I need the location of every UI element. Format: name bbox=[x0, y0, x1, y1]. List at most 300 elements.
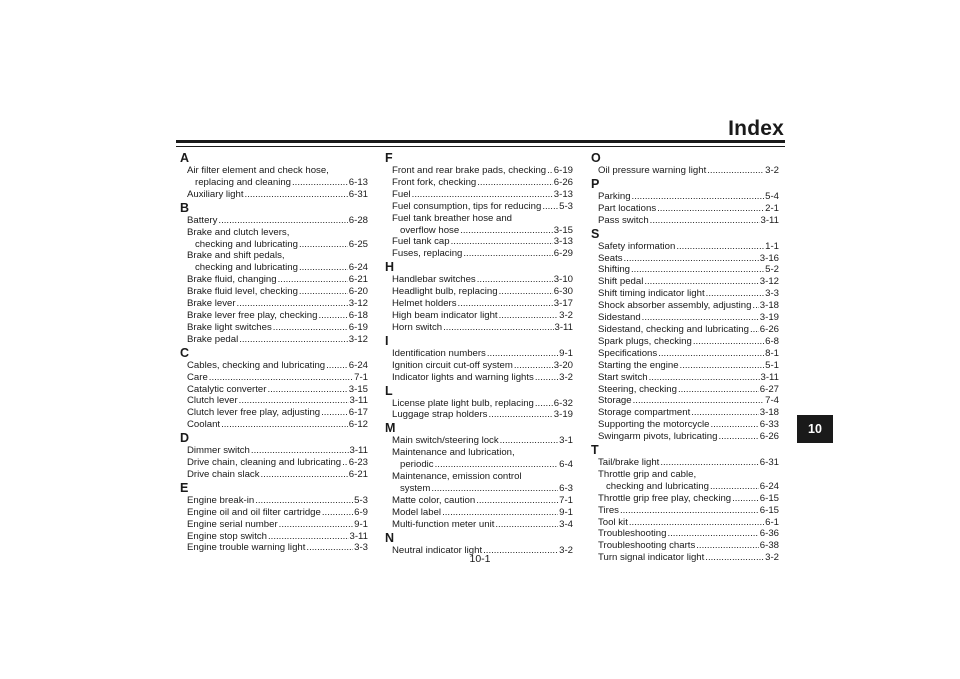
index-entry[interactable] bbox=[591, 324, 779, 336]
index-entry[interactable] bbox=[180, 531, 368, 543]
index-entry-text: Part locations bbox=[598, 202, 657, 214]
index-entry-page: 3-12 bbox=[348, 298, 368, 310]
index-entry-text: Front fork, checking bbox=[392, 176, 477, 188]
index-entry-text: Parking bbox=[598, 190, 631, 202]
index-entry[interactable] bbox=[180, 189, 368, 201]
index-entry-page: 6-20 bbox=[348, 286, 368, 298]
index-entry-text: Headlight bulb, replacing bbox=[392, 286, 498, 298]
index-entry-text: Brake and clutch levers, bbox=[187, 226, 290, 238]
index-entry[interactable] bbox=[385, 298, 573, 310]
index-entry-page: 3-2 bbox=[559, 309, 573, 321]
index-entry-text: Troubleshooting charts bbox=[598, 540, 696, 552]
index-entry-text: Neutral indicator light bbox=[392, 544, 483, 556]
index-entry-page: 3-20 bbox=[553, 359, 573, 371]
dot-leader bbox=[292, 177, 348, 189]
index-entry-page: 5-3 bbox=[354, 494, 368, 506]
index-entry-page: 6-24 bbox=[348, 262, 368, 274]
dot-leader bbox=[632, 191, 765, 203]
index-entry[interactable] bbox=[591, 384, 779, 396]
dot-leader bbox=[476, 495, 558, 507]
dot-leader bbox=[209, 372, 353, 384]
dot-leader bbox=[499, 310, 559, 322]
dot-leader bbox=[676, 241, 764, 253]
index-entry-text: Fuel consumption, tips for reducing bbox=[392, 200, 542, 212]
index-entry-text: Pass switch bbox=[598, 214, 649, 226]
dot-leader bbox=[650, 215, 760, 227]
index-entry[interactable] bbox=[591, 264, 779, 276]
index-entry-page: 6-36 bbox=[759, 528, 779, 540]
index-entry-page: 6-26 bbox=[759, 431, 779, 443]
dot-leader bbox=[691, 407, 759, 419]
index-entry[interactable] bbox=[180, 310, 368, 322]
index-entry[interactable] bbox=[385, 507, 573, 519]
dot-leader bbox=[255, 495, 353, 507]
dot-leader bbox=[239, 334, 348, 346]
dot-leader bbox=[451, 236, 553, 248]
dot-leader bbox=[326, 360, 348, 372]
index-entry-text: Shift timing indicator light bbox=[598, 288, 705, 300]
index-entry[interactable] bbox=[180, 165, 368, 189]
index-entry[interactable] bbox=[591, 407, 779, 419]
index-entry-page: 9-1 bbox=[559, 347, 573, 359]
dot-leader bbox=[500, 435, 558, 447]
index-entry-text: Engine stop switch bbox=[187, 530, 267, 542]
index-letter-n: N bbox=[385, 530, 395, 545]
dot-leader bbox=[649, 372, 760, 384]
index-entry-text: High beam indicator light bbox=[392, 309, 498, 321]
dot-leader bbox=[633, 395, 765, 407]
index-entry[interactable] bbox=[385, 248, 573, 260]
index-entry[interactable] bbox=[591, 360, 779, 372]
index-entry-text: checking and lubricating bbox=[195, 238, 298, 250]
dot-leader bbox=[261, 469, 348, 481]
index-entry-text: Model label bbox=[392, 506, 442, 518]
dot-leader bbox=[487, 348, 558, 360]
index-entry[interactable] bbox=[385, 447, 573, 471]
index-entry[interactable] bbox=[591, 505, 779, 517]
dot-leader bbox=[658, 348, 764, 360]
index-entry-text: Shift pedal bbox=[598, 276, 644, 288]
index-entry-text: Battery bbox=[187, 214, 218, 226]
dot-leader bbox=[221, 419, 348, 431]
index-entry[interactable] bbox=[591, 457, 779, 469]
dot-leader bbox=[631, 264, 764, 276]
index-entry-page: 5-2 bbox=[765, 264, 779, 276]
index-entry[interactable] bbox=[591, 300, 779, 312]
index-entry-text: Tail/brake light bbox=[598, 457, 660, 469]
index-entry[interactable] bbox=[591, 395, 779, 407]
index-entry-text: Multi-function meter unit bbox=[392, 518, 495, 530]
index-entry-text: Luggage strap holders bbox=[392, 409, 488, 421]
index-entry[interactable] bbox=[591, 203, 779, 215]
index-entry-text: Brake and shift pedals, bbox=[187, 250, 285, 262]
index-entry[interactable] bbox=[180, 407, 368, 419]
index-entry[interactable] bbox=[591, 540, 779, 552]
index-entry-text: Front and rear brake pads, checking bbox=[392, 165, 547, 176]
index-entry-page: 3-11 bbox=[760, 371, 779, 383]
dot-leader bbox=[542, 201, 558, 213]
index-letter-t: T bbox=[591, 443, 599, 458]
index-entry[interactable] bbox=[591, 336, 779, 348]
index-entry-text: Safety information bbox=[598, 240, 676, 252]
index-entry-page: 3-2 bbox=[765, 552, 779, 564]
index-entry-text: Engine oil and oil filter cartridge bbox=[187, 506, 321, 518]
index-entry-page: 6-15 bbox=[759, 492, 779, 504]
index-entry-page: 3-13 bbox=[553, 188, 573, 200]
index-entry[interactable] bbox=[385, 435, 573, 447]
index-entry-page: 3-2 bbox=[559, 544, 573, 556]
index-entry[interactable] bbox=[385, 348, 573, 360]
index-entry-page: 6-8 bbox=[765, 335, 779, 347]
index-entry-page: 6-31 bbox=[348, 188, 368, 200]
index-entry[interactable] bbox=[180, 360, 368, 372]
index-entry[interactable] bbox=[180, 419, 368, 431]
index-entry-page: 3-11 bbox=[349, 445, 368, 457]
index-entry-text: Starting the engine bbox=[598, 359, 679, 371]
index-entry[interactable] bbox=[180, 519, 368, 531]
dot-leader bbox=[710, 419, 758, 431]
index-entry-page: 6-4 bbox=[559, 459, 573, 471]
index-entry[interactable] bbox=[180, 372, 368, 384]
dot-leader bbox=[707, 165, 764, 177]
dot-leader bbox=[535, 398, 553, 410]
index-letter-l: L bbox=[385, 383, 393, 398]
index-entry-text: Swingarm pivots, lubricating bbox=[598, 431, 718, 443]
index-entry[interactable] bbox=[180, 322, 368, 334]
index-entry-page: 6-19 bbox=[553, 165, 573, 176]
index-entry-page: 6-33 bbox=[759, 419, 779, 431]
index-entry-text: Sidestand bbox=[598, 312, 641, 324]
dot-leader bbox=[678, 384, 759, 396]
index-entry[interactable] bbox=[180, 395, 368, 407]
index-entry-page: 2-1 bbox=[765, 202, 779, 214]
dot-leader bbox=[752, 300, 758, 312]
index-entry-text: Engine serial number bbox=[187, 518, 278, 530]
index-entry[interactable] bbox=[591, 312, 779, 324]
index-entry[interactable] bbox=[591, 493, 779, 505]
index-entry-page: 6-38 bbox=[759, 540, 779, 552]
index-entry-text: Care bbox=[187, 371, 208, 383]
dot-leader bbox=[299, 262, 348, 274]
index-entry-page: 1-1 bbox=[765, 240, 779, 252]
index-entry-page: 3-19 bbox=[553, 409, 573, 421]
dot-leader bbox=[696, 540, 759, 552]
index-entry-page: 3-1 bbox=[559, 435, 573, 447]
index-entry[interactable] bbox=[180, 286, 368, 298]
dot-leader bbox=[624, 253, 759, 265]
index-entry-page: 3-12 bbox=[759, 276, 779, 288]
index-entry[interactable] bbox=[591, 253, 779, 265]
index-entry-page: 6-12 bbox=[348, 419, 368, 431]
dot-leader bbox=[442, 507, 558, 519]
index-entry-text: Engine trouble warning light bbox=[187, 542, 306, 554]
dot-leader bbox=[322, 507, 353, 519]
index-entry-text: Auxiliary light bbox=[187, 188, 244, 200]
index-entry[interactable] bbox=[180, 469, 368, 481]
dot-leader bbox=[237, 298, 348, 310]
index-column-2 bbox=[385, 151, 573, 556]
index-entry-page: 3-15 bbox=[553, 224, 573, 236]
index-entry-page: 6-23 bbox=[348, 457, 368, 469]
index-entry-text: Brake fluid, changing bbox=[187, 274, 277, 286]
dot-leader bbox=[750, 324, 759, 336]
index-entry-page: 9-1 bbox=[559, 506, 573, 518]
index-entry-page: 6-28 bbox=[348, 214, 368, 226]
index-column-3 bbox=[591, 151, 779, 564]
index-entry[interactable] bbox=[180, 384, 368, 396]
index-entry-page: 6-21 bbox=[348, 468, 368, 480]
index-entry-page: 7-1 bbox=[354, 371, 368, 383]
index-entry-text: Steering, checking bbox=[598, 383, 677, 395]
index-letter-i: I bbox=[385, 333, 389, 348]
index-entry[interactable] bbox=[180, 250, 368, 274]
index-entry[interactable] bbox=[591, 165, 779, 177]
index-entry-text: Throttle grip and cable, bbox=[598, 468, 697, 480]
index-entry-text: Oil pressure warning light bbox=[598, 165, 707, 176]
index-entry-text: Sidestand, checking and lubricating bbox=[598, 323, 749, 335]
index-entry-page: 6-17 bbox=[348, 407, 368, 419]
header-rule-thick bbox=[176, 140, 785, 143]
dot-leader bbox=[267, 384, 347, 396]
index-entry[interactable] bbox=[385, 471, 573, 495]
index-entry-text: Supporting the motorcycle bbox=[598, 419, 710, 431]
index-entry-page: 6-29 bbox=[553, 248, 573, 260]
index-entry-text: overflow hose bbox=[400, 224, 460, 236]
index-entry-text: Fuel bbox=[392, 188, 411, 200]
index-entry[interactable] bbox=[591, 241, 779, 253]
dot-leader bbox=[535, 372, 558, 384]
dot-leader bbox=[644, 276, 758, 288]
index-entry-text: Fuel tank cap bbox=[392, 236, 450, 248]
index-entry-text: Tires bbox=[598, 504, 619, 516]
index-entry-page: 3-11 bbox=[760, 214, 779, 226]
index-entry-page: 3-11 bbox=[349, 530, 368, 542]
index-entry[interactable] bbox=[180, 507, 368, 519]
dot-leader bbox=[443, 322, 553, 334]
index-entry[interactable] bbox=[591, 348, 779, 360]
dot-leader bbox=[488, 409, 552, 421]
index-entry[interactable] bbox=[591, 276, 779, 288]
index-entry[interactable] bbox=[180, 227, 368, 251]
dot-leader bbox=[218, 215, 347, 227]
index-entry-text: checking and lubricating bbox=[606, 480, 709, 492]
index-entry-page: 6-30 bbox=[553, 286, 573, 298]
index-letter-b: B bbox=[180, 200, 190, 215]
dot-leader bbox=[321, 407, 348, 419]
index-entry[interactable] bbox=[385, 360, 573, 372]
index-entry-page: 6-26 bbox=[553, 176, 573, 188]
index-entry-page: 3-17 bbox=[553, 298, 573, 310]
index-entry[interactable] bbox=[180, 298, 368, 310]
dot-leader bbox=[251, 445, 349, 457]
index-entry-text: Maintenance, emission control bbox=[392, 471, 522, 483]
dot-leader bbox=[342, 457, 348, 469]
index-entry-text: Spark plugs, checking bbox=[598, 335, 692, 347]
index-entry-page: 3-10 bbox=[553, 274, 573, 286]
index-entry-text: periodic bbox=[400, 459, 434, 471]
index-entry-text: Identification numbers bbox=[392, 347, 486, 359]
index-entry[interactable] bbox=[385, 201, 573, 213]
index-entry-page: 3-12 bbox=[348, 333, 368, 345]
dot-leader bbox=[732, 493, 759, 505]
index-entry-page: 6-15 bbox=[759, 504, 779, 516]
index-entry-page: 6-19 bbox=[348, 321, 368, 333]
index-entry-text: replacing and cleaning bbox=[195, 176, 292, 188]
index-entry[interactable] bbox=[591, 215, 779, 227]
index-entry[interactable] bbox=[591, 528, 779, 540]
index-letter-s: S bbox=[591, 226, 600, 241]
index-entry[interactable] bbox=[591, 372, 779, 384]
index-entry[interactable] bbox=[385, 372, 573, 384]
index-entry-text: Brake lever bbox=[187, 298, 236, 310]
index-entry-text: Fuel tank breather hose and bbox=[392, 212, 513, 224]
dot-leader bbox=[547, 165, 553, 177]
index-entry[interactable] bbox=[385, 409, 573, 421]
index-entry-page: 6-25 bbox=[348, 238, 368, 250]
index-entry-text: Indicator lights and warning lights bbox=[392, 371, 534, 383]
index-entry-text: Brake fluid level, checking bbox=[187, 286, 298, 298]
dot-leader bbox=[660, 457, 758, 469]
page-number: 10-1 bbox=[469, 553, 491, 565]
dot-leader bbox=[463, 248, 552, 260]
index-entry-page: 3-13 bbox=[553, 236, 573, 248]
index-entry[interactable] bbox=[180, 334, 368, 346]
index-entry-text: system bbox=[400, 482, 431, 494]
index-entry[interactable] bbox=[385, 165, 573, 177]
index-entry[interactable] bbox=[385, 310, 573, 322]
index-entry-text: Drive chain, cleaning and lubricating bbox=[187, 457, 342, 469]
index-entry-text: Handlebar switches bbox=[392, 274, 476, 286]
index-entry[interactable] bbox=[180, 495, 368, 507]
dot-leader bbox=[499, 286, 553, 298]
index-entry-text: Helmet holders bbox=[392, 298, 457, 310]
dot-leader bbox=[629, 517, 764, 529]
index-letter-o: O bbox=[591, 151, 601, 165]
index-entry-page: 3-19 bbox=[759, 312, 779, 324]
index-letter-a: A bbox=[180, 151, 190, 165]
index-entry[interactable] bbox=[385, 322, 573, 334]
index-entry-page: 3-3 bbox=[354, 542, 368, 554]
index-entry-text: Brake pedal bbox=[187, 333, 239, 345]
index-entry[interactable] bbox=[591, 288, 779, 300]
index-entry-text: Brake lever free play, checking bbox=[187, 309, 318, 321]
dot-leader bbox=[431, 483, 558, 495]
index-entry[interactable] bbox=[385, 519, 573, 531]
index-entry-page: 3-2 bbox=[765, 165, 779, 176]
index-entry-text: Clutch lever free play, adjusting bbox=[187, 407, 321, 419]
index-entry-text: Clutch lever bbox=[187, 395, 238, 407]
index-letter-h: H bbox=[385, 260, 395, 275]
index-entry[interactable] bbox=[591, 469, 779, 493]
index-entry-text: Shifting bbox=[598, 264, 630, 276]
page-title: Index bbox=[728, 117, 784, 140]
index-entry-page: 6-13 bbox=[348, 176, 368, 188]
index-entry[interactable] bbox=[385, 236, 573, 248]
chapter-tab[interactable]: 10 bbox=[797, 415, 833, 443]
dot-leader bbox=[706, 288, 764, 300]
index-entry-page: 6-21 bbox=[348, 274, 368, 286]
dot-leader bbox=[245, 189, 348, 201]
index-entry-page: 6-26 bbox=[759, 323, 779, 335]
dot-leader bbox=[620, 505, 759, 517]
index-entry[interactable] bbox=[385, 177, 573, 189]
index-entry-page: 6-18 bbox=[348, 309, 368, 321]
index-entry-page: 3-11 bbox=[554, 321, 573, 333]
index-letter-c: C bbox=[180, 345, 190, 360]
index-entry-text: Dimmer switch bbox=[187, 445, 250, 457]
index-entry-page: 6-24 bbox=[348, 359, 368, 371]
dot-leader bbox=[657, 203, 764, 215]
index-entry-page: 3-2 bbox=[559, 371, 573, 383]
index-entry[interactable] bbox=[385, 189, 573, 201]
index-entry-text: Specifications bbox=[598, 347, 658, 359]
dot-leader bbox=[278, 274, 348, 286]
index-entry-text: Shock absorber assembly, adjusting bbox=[598, 300, 752, 312]
index-entry[interactable] bbox=[591, 191, 779, 203]
dot-leader bbox=[642, 312, 759, 324]
index-entry-text: Coolant bbox=[187, 419, 221, 431]
index-entry-text: Catalytic converter bbox=[187, 383, 267, 395]
index-entry-text: Ignition circuit cut-off system bbox=[392, 359, 513, 371]
index-letter-m: M bbox=[385, 421, 396, 436]
dot-leader bbox=[318, 310, 347, 322]
dot-leader bbox=[279, 519, 353, 531]
index-entry-page: 5-1 bbox=[765, 359, 779, 371]
index-entry-page: 6-31 bbox=[759, 457, 779, 469]
index-entry[interactable] bbox=[385, 398, 573, 410]
index-entry-page: 7-4 bbox=[765, 395, 779, 407]
index-entry-text: Horn switch bbox=[392, 321, 443, 333]
dot-leader bbox=[458, 298, 553, 310]
dot-leader bbox=[268, 531, 349, 543]
index-column-1 bbox=[180, 151, 368, 554]
dot-leader bbox=[435, 459, 559, 471]
index-letter-f: F bbox=[385, 151, 393, 165]
index-entry-text: checking and lubricating bbox=[195, 262, 298, 274]
index-entry-text: Storage bbox=[598, 395, 632, 407]
dot-leader bbox=[273, 322, 348, 334]
index-entry-text: License plate light bulb, replacing bbox=[392, 397, 534, 409]
index-entry[interactable] bbox=[385, 495, 573, 507]
index-entry[interactable] bbox=[591, 419, 779, 431]
index-entry-page: 3-18 bbox=[759, 300, 779, 312]
index-entry-text: Troubleshooting bbox=[598, 528, 667, 540]
index-entry[interactable] bbox=[385, 274, 573, 286]
index-entry-text: Start switch bbox=[598, 371, 648, 383]
index-entry-text: Main switch/steering lock bbox=[392, 435, 499, 447]
index-entry-text: Brake light switches bbox=[187, 321, 272, 333]
index-entry-page: 6-27 bbox=[759, 383, 779, 395]
index-entry[interactable] bbox=[180, 215, 368, 227]
dot-leader bbox=[693, 336, 764, 348]
index-entry[interactable] bbox=[180, 457, 368, 469]
index-entry-text: Turn signal indicator light bbox=[598, 552, 705, 564]
index-entry[interactable] bbox=[591, 517, 779, 529]
dot-leader bbox=[299, 286, 348, 298]
index-entry[interactable] bbox=[591, 431, 779, 443]
index-entry-page: 3-15 bbox=[348, 383, 368, 395]
index-entry[interactable] bbox=[385, 213, 573, 237]
index-entry[interactable] bbox=[180, 274, 368, 286]
index-entry-page: 3-3 bbox=[765, 288, 779, 300]
index-entry[interactable] bbox=[180, 445, 368, 457]
header-rule-thin bbox=[176, 146, 785, 147]
index-entry[interactable] bbox=[385, 286, 573, 298]
index-entry-text: Fuses, replacing bbox=[392, 248, 463, 260]
index-entry-text: Cables, checking and lubricating bbox=[187, 359, 326, 371]
index-entry-page: 6-3 bbox=[559, 482, 573, 494]
dot-leader bbox=[239, 395, 349, 407]
